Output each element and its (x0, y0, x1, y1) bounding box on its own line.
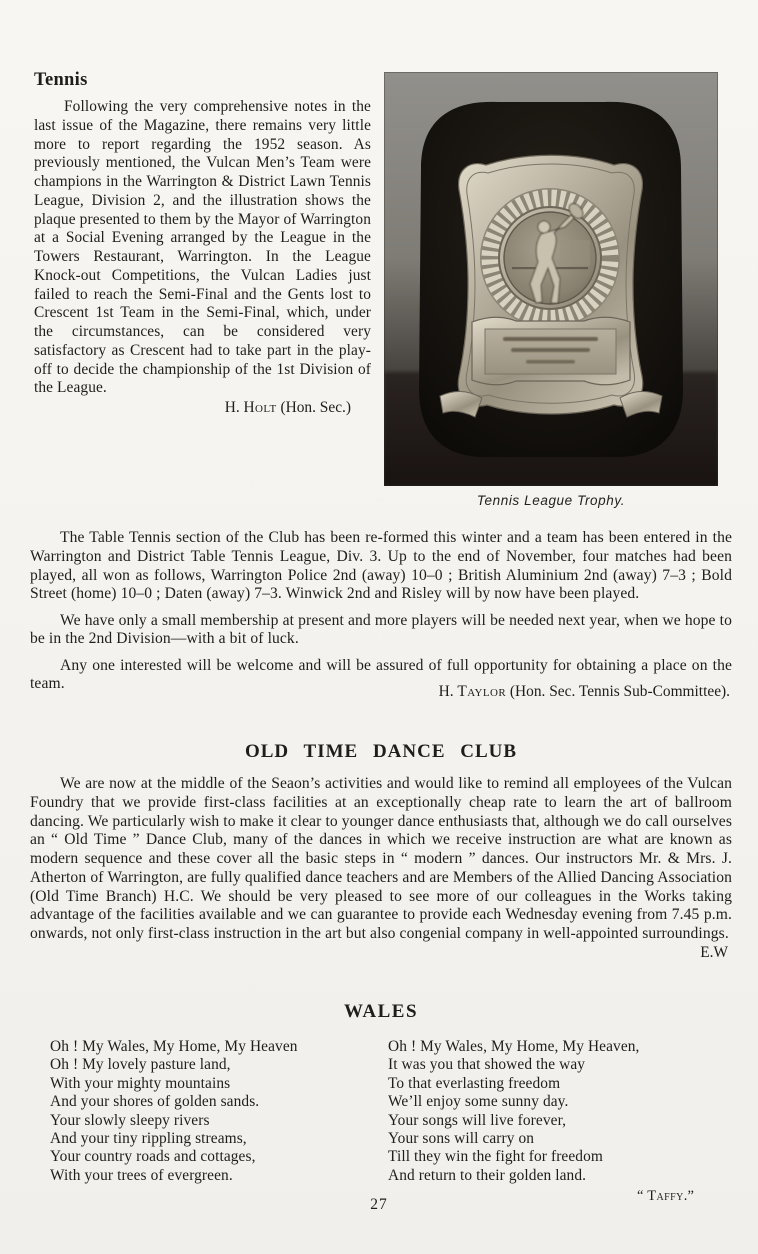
trophy-caption: Tennis League Trophy. (476, 493, 626, 508)
poem-line: Oh ! My lovely pasture land, (50, 1056, 231, 1074)
table-tennis-para3: Any one interested will be welcome and will be assured of full opportunity for obtaining a place on the team. (30, 656, 732, 693)
table-tennis-signature: H. Taylor (Hon. Sec. Tennis Sub-Committee). (438, 683, 730, 700)
page-number: 27 (370, 1196, 388, 1213)
dance-club-body: We are now at the middle of the Seaon’s activities and would like to remind all employees of the Vulcan Foundry that we provide first-class facilities at an exceptionally cheap rate to learn the art of ballroom dancing. We particularly wish to make it clear to younger dance enthusiasts that, although we do call ourselves an “ Old Time ” Dance Club, many of the dances in which we receive instruction are what are known as modern sequence and these cover all the basic steps in “ modern ” dances. Our instructors Mr. & Mrs. J. Atherton of Warrington, are fully qualified dance teachers and are Members of the Allied Dancing Association (Old Time Branch) H.C. We should be very pleased to see more of our colleagues in the Works taking advantage of the facilities available and we can guarantee to provide each Wednesday evening from 7.45 p.m. onwards, not only first-class instruction in the art but also congenial company in well-appointed surroundings. (30, 775, 732, 942)
dance-club-signature: E.W (700, 943, 728, 961)
wales-poem-right (388, 1038, 732, 1206)
poem-line: It was you that showed the way (388, 1056, 586, 1074)
poem-line: Your country roads and cottages, (50, 1148, 256, 1166)
wales-signature: “ Taffy.” (637, 1188, 694, 1205)
table-tennis-para1: The Table Tennis section of the Club has been re-formed this winter and a team has been entered in the Warrington and District Table Tennis League, Div. 3. Up to the end of November, four matches had been played, all won as follows, Warrington Police 2nd (away) 10–0 ; British Aluminium 2nd (away) 7–3 ; Bold Street (home) 10–0 ; Daten (away) 7–3. Winwick 2nd and Risley will by now have been played. (30, 529, 732, 603)
table-tennis-para2: We have only a small membership at present and more players will be needed next year, when we hope to be in the 2nd Division—with a bit of luck. (30, 611, 732, 648)
trophy-figure (384, 72, 718, 508)
poem-line: With your trees of evergreen. (50, 1166, 233, 1184)
trophy-photo (384, 72, 718, 486)
poem-line: And your tiny rippling streams, (50, 1130, 247, 1148)
poem-line: And return to their golden land. (388, 1166, 587, 1184)
poem-line: Your slowly sleepy rivers (50, 1111, 210, 1129)
wales-poems (30, 1038, 732, 1206)
dance-club-heading: OLD TIME DANCE CLUB (244, 741, 518, 762)
poem-line: Your sons will carry on (388, 1130, 535, 1148)
dance-club-section (30, 741, 732, 963)
tennis-heading: Tennis (34, 70, 88, 90)
poem-line: With your mighty mountains (50, 1074, 231, 1092)
tennis-section (34, 70, 371, 418)
wales-poem-left (30, 1038, 388, 1206)
poem-line: Till they win the fight for freedom (388, 1148, 603, 1166)
wales-heading: WALES (343, 1001, 419, 1022)
poem-line: Your songs will live forever, (388, 1111, 567, 1129)
wales-section (30, 1001, 732, 1206)
table-tennis-section (30, 529, 732, 702)
poem-line: Oh ! My Wales, My Home, My Heaven, (388, 1038, 640, 1055)
poem-line: To that everlasting freedom (388, 1074, 561, 1092)
poem-line: We’ll enjoy some sunny day. (388, 1093, 569, 1111)
tennis-body: Following the very comprehensive notes in the last issue of the Magazine, there remains very little more to report regarding the 1952 season. As previously mentioned, the Vulcan Men’s Team were champions in the Warrington & District Lawn Tennis League, Division 2, and the illustration shows the plaque presented to them by the Mayor of Warrington at a Social Evening arranged by the League in the Towers Restaurant, Warrington. In the League Knock-out Competitions, the Vulcan Ladies just failed to reach the Semi-Final and the Gents lost to Crescent 1st Team in the Semi-Final, which, under the circumstances, can be considered very satisfactory as Crescent had to take part in the play-off to decide the championship of the 1st Division of the League. (34, 98, 371, 397)
poem-line: Oh ! My Wales, My Home, My Heaven (50, 1038, 298, 1055)
poem-line: And your shores of golden sands. (50, 1093, 260, 1111)
tennis-signature: H. Holt (Hon. Sec.) (224, 399, 351, 416)
